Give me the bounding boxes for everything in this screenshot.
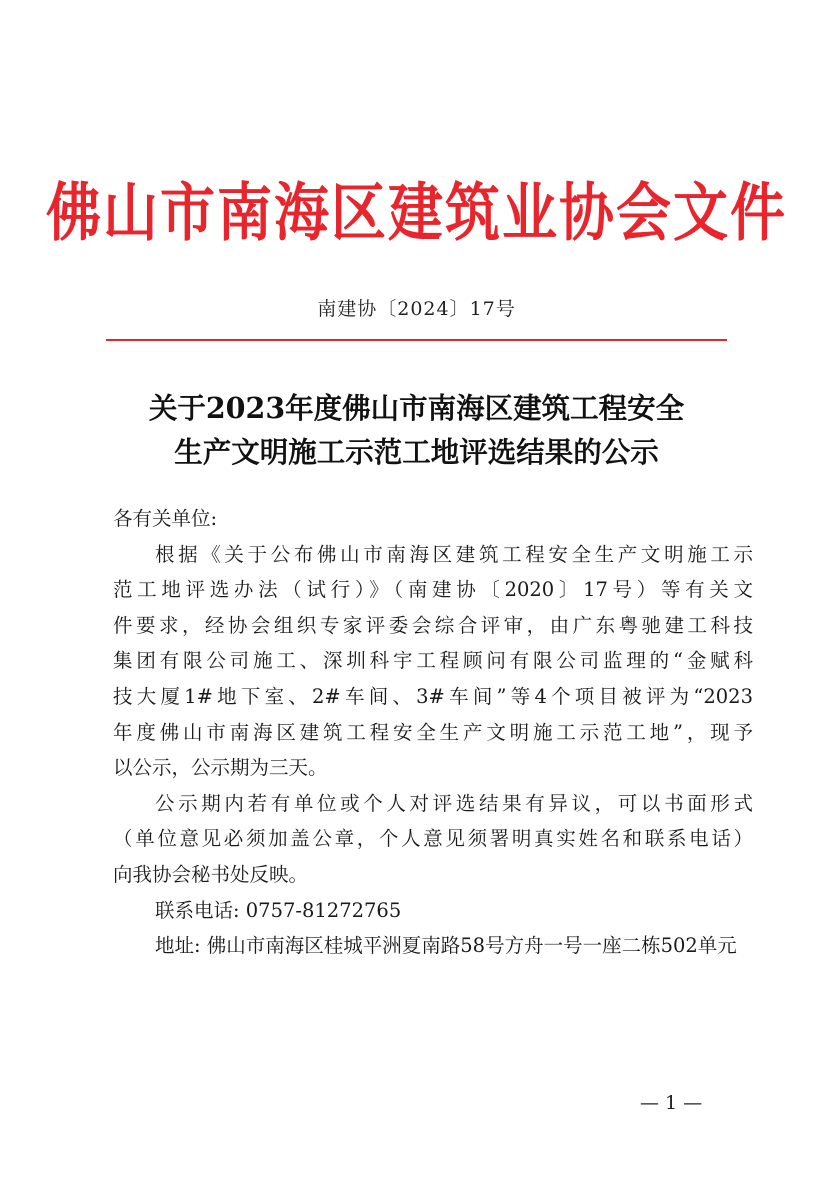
paragraph1-line: 以公示，公示期为三天。 [113,756,328,780]
address: 地址: 佛山市南海区桂城平洲夏南路58号方舟一号一座二栋502单元 [155,934,737,958]
paragraph1-line: 技大厦1#地下室、2#车间、3#车间”等4个项目被评为“2023 [113,684,753,708]
masthead-title: 佛山市南海区建筑业协会文件 [45,175,787,250]
notice-title [60,386,773,474]
paragraph1-line: 年度佛山市南海区建筑工程安全生产文明施工示范工地”，现予 [113,720,753,744]
notice-title-line-1: 关于2023年度佛山市南海区建筑工程安全 [148,391,685,425]
notice-title-line-2: 生产文明施工示范工地评选结果的公示 [174,435,659,469]
paragraph2-line: 向我协会秘书处反映。 [113,862,309,886]
paragraph2-line: （单位意见必须加盖公章，个人意见须署明真实姓名和联系电话） [113,827,753,851]
notice-body [113,501,753,964]
paragraph1-line: 件要求，经协会组织专家评委会综合评审，由广东粤驰建工科技 [113,613,753,637]
red-divider-line [106,339,727,341]
paragraph1-line: 集团有限公司施工、深圳科宇工程顾问有限公司监理的“金赋科 [113,649,753,673]
paragraph2-line: 公示期内若有单位或个人对评选结果有异议，可以书面形式 [155,791,753,815]
contact-phone: 联系电话: 0757-81272765 [155,898,402,922]
salutation: 各有关单位: [113,507,218,530]
paragraph1-line: 根据《关于公布佛山市南海区建筑工程安全生产文明施工示 [155,542,753,566]
document-number: 南建协〔2024〕17号 [317,298,516,320]
page-number: — 1 — [640,1092,703,1114]
paragraph1-line: 范工地评选办法（试行）》（南建协〔2020〕17号）等有关文 [113,578,753,602]
